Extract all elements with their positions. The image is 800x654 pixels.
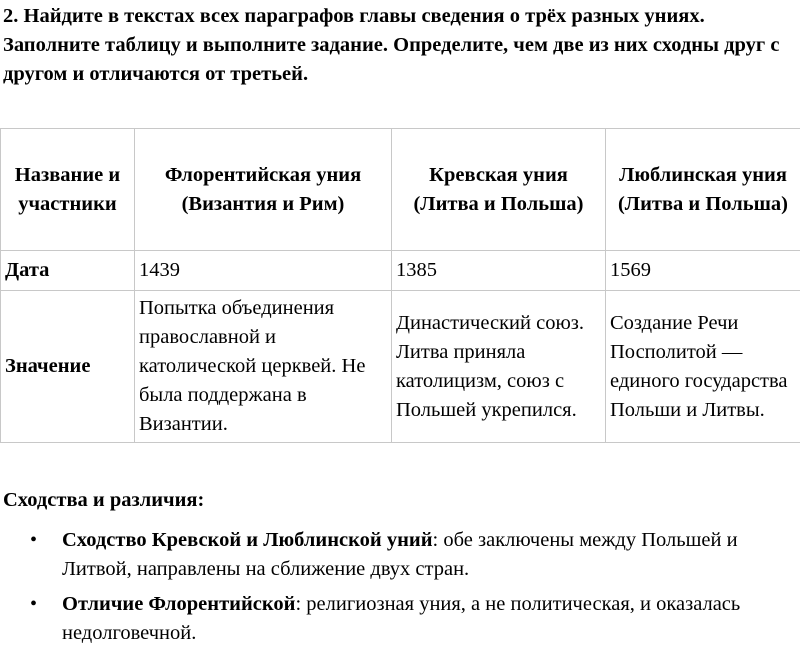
header-name-participants: Название и участники [1, 129, 135, 251]
table-header-row [1, 129, 800, 251]
date-krevo: 1385 [392, 251, 606, 291]
list-item [0, 590, 790, 648]
difference-text: : религиозная уния, а не политическая, и оказалась недолговечной. [62, 593, 740, 644]
comparison-list [0, 526, 790, 654]
task-text: 2. Найдите в текстах всех параграфов главы сведения о трёх разных униях. Заполните таблицу и выполните задание. Определите, чем две из них сходны друг с другом и отличаются от третьей. [3, 2, 798, 89]
header-krevo-union: Кревская уния (Литва и Польша) [392, 129, 606, 251]
date-florence: 1439 [135, 251, 392, 291]
similarity-text: : обе заключены между Польшей и Литвой, направлены на сближение двух стран. [62, 529, 738, 580]
header-florence-union: Флорентийская уния (Византия и Рим) [135, 129, 392, 251]
similarity-term: Сходство Кревской и Люблинской уний [62, 529, 433, 551]
header-lublin-union: Люблинская уния (Литва и Польша) [606, 129, 800, 251]
meaning-lublin: Создание Речи Посполитой — единого государства Польши и Литвы. [606, 291, 800, 443]
difference-term: Отличие Флорентийской [62, 593, 295, 615]
row-label-meaning: Значение [1, 291, 135, 443]
table-row-meaning [1, 291, 800, 443]
meaning-krevo: Династический союз. Литва приняла католицизм, союз с Польшей укрепился. [392, 291, 606, 443]
row-label-date: Дата [1, 251, 135, 291]
table-row-date [1, 251, 800, 291]
bullet-icon: • [30, 526, 37, 555]
bullet-icon: • [30, 590, 37, 619]
meaning-florence: Попытка объединения православной и католической церквей. Не была поддержана в Византии. [135, 291, 392, 443]
comparison-title: Сходства и различия: [3, 486, 204, 515]
unions-table [0, 128, 800, 443]
date-lublin: 1569 [606, 251, 800, 291]
list-item [0, 526, 790, 584]
